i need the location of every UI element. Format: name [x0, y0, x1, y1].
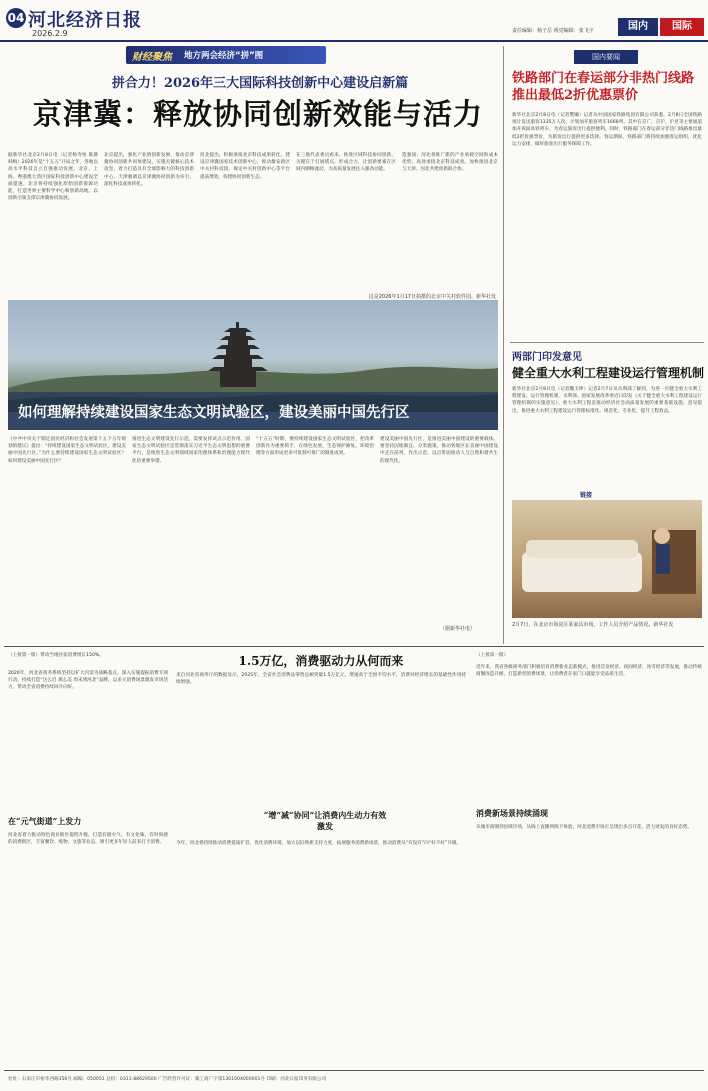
feature-col-3: 河北提出，积极承接北京科技成果转化，建设京津冀国家技术创新中心，推动雄安新区中关村科技园、保定中关村创新中心等平台提质增效，构建协同创新生态。: [200, 153, 290, 180]
photo-illustration: [512, 500, 702, 618]
section-rule: [4, 646, 704, 647]
editor-info: 责任编辑：杨子岳 视觉编辑：张飞宇: [512, 28, 594, 34]
feature-col-1: 据新华社北京2月8日电（记者杨寿恒 陈静 韩梅）2026年是“十五五”开局之年，各地以高水平科技自立自强推动发展。北京、上海、粤港澳大湾区国际科技创新中心建设全面提速，北京将持续强化原始创新策源功能，打造世界主要科学中心和创新高地，以创新引领支撑京津冀协同发展。: [8, 153, 98, 202]
bottom-mid-sub: “增”减“协同”让消费内生动力有效激发: [263, 810, 387, 831]
band-title: 财经聚焦: [132, 52, 172, 63]
feature-band: [126, 46, 326, 64]
right-label: 国内要闻: [574, 50, 638, 64]
right-body-2: 新华社北京2月8日电（记者魏玉坤）记者2月7日从水利部了解到，为进一步健全重大水利工程建设、运行管理机制，水利部、国家发展改革委近日印发《关于健全重大水利工程建设运行管理机制的实施意见》。重大水利工程是推动经济社会高质量发展的重要基础设施。意见提出，推进重大水利工程建设运行管理标准化、规范化、专业化，提升工程效益。: [512, 387, 702, 414]
sign-off: （据新华社电）: [440, 626, 476, 632]
right-link-label: 链接: [580, 492, 593, 499]
column-divider: [503, 46, 504, 644]
photo-caption-top: 这是2026年1月17日拍摄的北京中关村软件园。新华社发: [368, 294, 496, 300]
feature-col-4: 在三地代表委员看来，推进区域科技协同创新，关键在于打通堵点、形成合力，让创新要素在区域内顺畅流动，为高质量发展注入强劲动能。: [296, 153, 396, 173]
right-rule-1: [510, 342, 704, 343]
feature-col-5: 造强国；河北将推广新的产业承载空间和成本优势，高效承接北京科技成果。加快推进北京与天津、河北共建创新联合体。: [402, 153, 498, 173]
bottom-right-intro: （上接第一版）: [476, 653, 509, 658]
masthead: [0, 0, 708, 42]
page-number-badge: 04: [6, 8, 26, 28]
right-label-2: 两部门印发意见: [512, 352, 582, 363]
bottom-mid-headline: 1.5万亿，消费驱动力从何而来: [238, 654, 404, 668]
photo-body-col-3: “十五五”时期，要持续建设国家生态文明试验区，把改革创新作为重要抓手，在绿色发展、生态保护修复、环境治理等方面形成更多可复制可推广的制度成果。: [256, 437, 374, 457]
bottom-left-intro: （上接第一版）带动当地住宿消费增长150%。: [8, 653, 104, 658]
masthead-rule: [0, 40, 708, 42]
bottom-left-text: 2026年，河北省商务系统坚持以扩大内需为战略基点，深入实施提振消费专项行动，持续打造“这么近 那么美 周末到河北”品牌，以多元消费场景激发市场活力，带动全省消费持续回升向好。: [8, 671, 168, 691]
bottom-right-text-2: 从城市商圈到县域市场，从线上直播到线下体验，河北消费市场正呈现出多点开花、活力迸发的良好态势。: [476, 825, 692, 830]
right-photo-caption: 2月7日，在北京市海淀区某家具市场，工作人员介绍产品情况。新华社发: [512, 622, 674, 628]
furniture-photo: [512, 500, 702, 618]
photo-body-col-1: 《中共中央关于制定国民经济和社会发展第十五个五年规划的建议》提出：“持续建设国家生态文明试验区，建设美丽中国先行区。”为什么要持续建设国家生态文明试验区？如何建设美丽中国先行区？: [8, 437, 126, 464]
bottom-mid-text: 来自河北省商务厅的数据显示，2025年，全省社会消费品零售总额突破1.5万亿元，增速高于全国平均水平，消费对经济增长的基础性作用持续增强。: [176, 673, 466, 686]
issue-date: 2026.2.9: [32, 29, 68, 38]
feature-kicker: 拼合力！2026年三大国际科技创新中心建设启新篇: [111, 76, 409, 91]
section-tab-international: 国际: [660, 18, 704, 36]
pagoda-photo: [8, 300, 498, 430]
band-sub: 地方两会经济“拼”图: [184, 51, 264, 61]
paper-name: 河北经济日报: [28, 10, 142, 31]
feature-headline: 京津冀：释放协同创新效能与活力: [32, 97, 483, 131]
bottom-left-sub: 在“元气街道”上发力: [8, 816, 82, 826]
right-body-1: 新华社北京2月8日电（记者樊曦）记者从中国国家铁路集团有限公司获悉，2月8日全国铁路预计发送旅客1335万人次，计划加开旅客列车1668列。其中在京广、京沪、沪昆等主要通道加开夜间高铁列车，为春运旅客出行提供便利。同时，铁路部门在春运部分非热门线路推出最低2折优惠票价，为旅客出行提供更多选择。春运期间，铁路部门将持续加强客运组织，优化运力安排，做好旅客出行服务保障工作。: [512, 113, 702, 147]
footer-rule: [4, 1070, 704, 1071]
right-headline-1: 铁路部门在春运部分非热门线路推出最低2折优惠票价: [512, 71, 695, 103]
photo-body-col-2: 推进生态文明建设先行示范，需要发挥试点示范作用。国家生态文明试验区是贯彻落实习近平生态文明思想的重要平台，是推进生态文明领域国家治理体系和治理能力现代化的重要举措。: [132, 437, 250, 464]
photo-body-col-4: 建设美丽中国先行区，是推进美丽中国建设的重要载体。要坚持因地制宜、分类施策，推动各地区在美丽中国建设中走在前列、作出示范，以点带面推动人与自然和谐共生的现代化。: [380, 437, 498, 464]
section-tab-domestic: 国内: [618, 18, 658, 36]
footer-text: 社址：石家庄市裕华西路356号 邮编：050051 总机：0311-88629500 广告经营许可证：冀工商广字第1301004000001号 印刷：河北日报印务有限公司: [8, 1077, 327, 1082]
bottom-right-text: 近年来，我省各级商务部门积极培育消费新业态新模式，推进首发经济、夜间经济、冰雪经济等发展，推动传统商圈改造升级，打造新型消费场景，让消费者在家门口就能享受品质生活。: [476, 665, 702, 678]
photo-headline: 如何理解持续建设国家生态文明试验区，建设美丽中国先行区: [18, 404, 410, 421]
bottom-mid-text-2: 今年，河北将持续推动消费提质扩容，优化消费环境，加大以旧换新支持力度，拓展服务消费新场景，推动消费从“有没有”向“好不好”升级。: [176, 841, 462, 846]
bottom-left-text-2: 河北省着力推动特色商业街区提档升级，打造有烟火气、有文化味、有时尚感的消费街区，丰富餐饮、购物、文旅等业态，吸引更多年轻人前来打卡消费。: [8, 833, 168, 846]
right-headline-2: 健全重大水利工程建设运行管理机制: [512, 366, 705, 380]
bottom-right-sub: 消费新场景持续涌现: [476, 808, 548, 818]
feature-col-2: 北京提出，强化产业链创新发展，推动京津冀协同创新共同体建设，实施关键核心技术攻坚，着力打造具有全球影响力的科技创新中心。天津强调以京津冀协同创新为牵引，深化科技成果转化。: [104, 153, 194, 187]
